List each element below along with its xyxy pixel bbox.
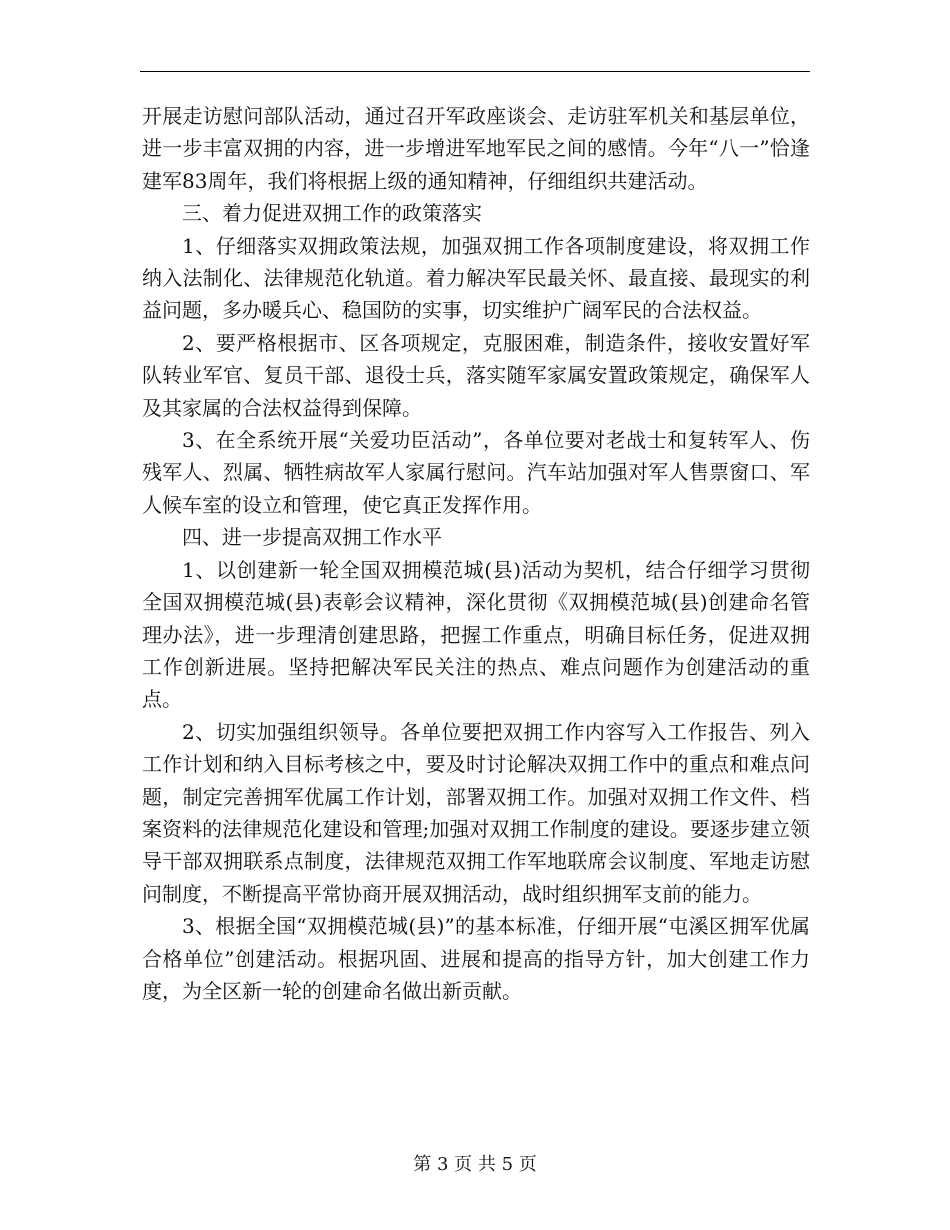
paragraph: 开展走访慰问部队活动，通过召开军政座谈会、走访驻军机关和基层单位，进一步丰富双拥的内容，进一步增进军地军民之间的感情。今年“八一”恰逢建军83周年，我们将根据上级的通知精神，仔细组织共建活动。 bbox=[142, 104, 810, 193]
header-rule bbox=[140, 71, 810, 72]
paragraph: 2、切实加强组织领导。各单位要把双拥工作内容写入工作报告、列入工作计划和纳入目标考核之中，要及时讨论解决双拥工作中的重点和难点问题，制定完善拥军优属工作计划，部署双拥工作。加强对双拥工作文件、档案资料的法律规范化建设和管理;加强对双拥工作制度的建设。要逐步建立领导干部双拥联系点制度，法律规范双拥工作军地联席会议制度、军地走访慰问制度，不断提高平常协商开展双拥活动，战时组织拥军支前的能力。 bbox=[142, 719, 810, 906]
paragraph: 2、要严格根据市、区各项规定，克服困难，制造条件，接收安置好军队转业军官、复员干部、退役士兵，落实随军家属安置政策规定，确保军人及其家属的合法权益得到保障。 bbox=[142, 330, 810, 420]
page-footer: 第 3 页 共 5 页 bbox=[413, 1154, 537, 1175]
paragraph: 1、仔细落实双拥政策法规，加强双拥工作各项制度建设，将双拥工作纳入法制化、法律规范化轨道。着力解决军民最关怀、最直接、最现实的利益问题，多办暖兵心、稳国防的实事，切实维护广阔军民的合法权益。 bbox=[142, 233, 810, 323]
document-body bbox=[142, 100, 810, 1007]
section-heading: 四、进一步提高双拥工作水平 bbox=[182, 525, 442, 550]
paragraph: 3、在全系统开展“关爱功臣活动”，各单位要对老战士和复转军人、伤残军人、烈属、牺牲病故军人家属行慰问。汽车站加强对军人售票窗口、军人候车室的设立和管理，使它真正发挥作用。 bbox=[142, 428, 810, 517]
section-heading: 三、着力促进双拥工作的政策落实 bbox=[182, 201, 482, 226]
paragraph: 3、根据全国“双拥模范城(县)”的基本标准，仔细开展“屯溪区拥军优属合格单位”创建活动。根据巩固、进展和提高的指导方针，加大创建工作力度，为全区新一轮的创建命名做出新贡献。 bbox=[142, 914, 810, 1003]
paragraph: 1、以创建新一轮全国双拥模范城(县)活动为契机，结合仔细学习贯彻全国双拥模范城(县)表彰会议精神，深化贯彻《双拥模范城(县)创建命名管理办法》，进一步理清创建思路，把握工作重点，明确目标任务，促进双拥工作创新进展。坚持把解决军民关注的热点、难点问题作为创建活动的重点。 bbox=[142, 557, 810, 712]
